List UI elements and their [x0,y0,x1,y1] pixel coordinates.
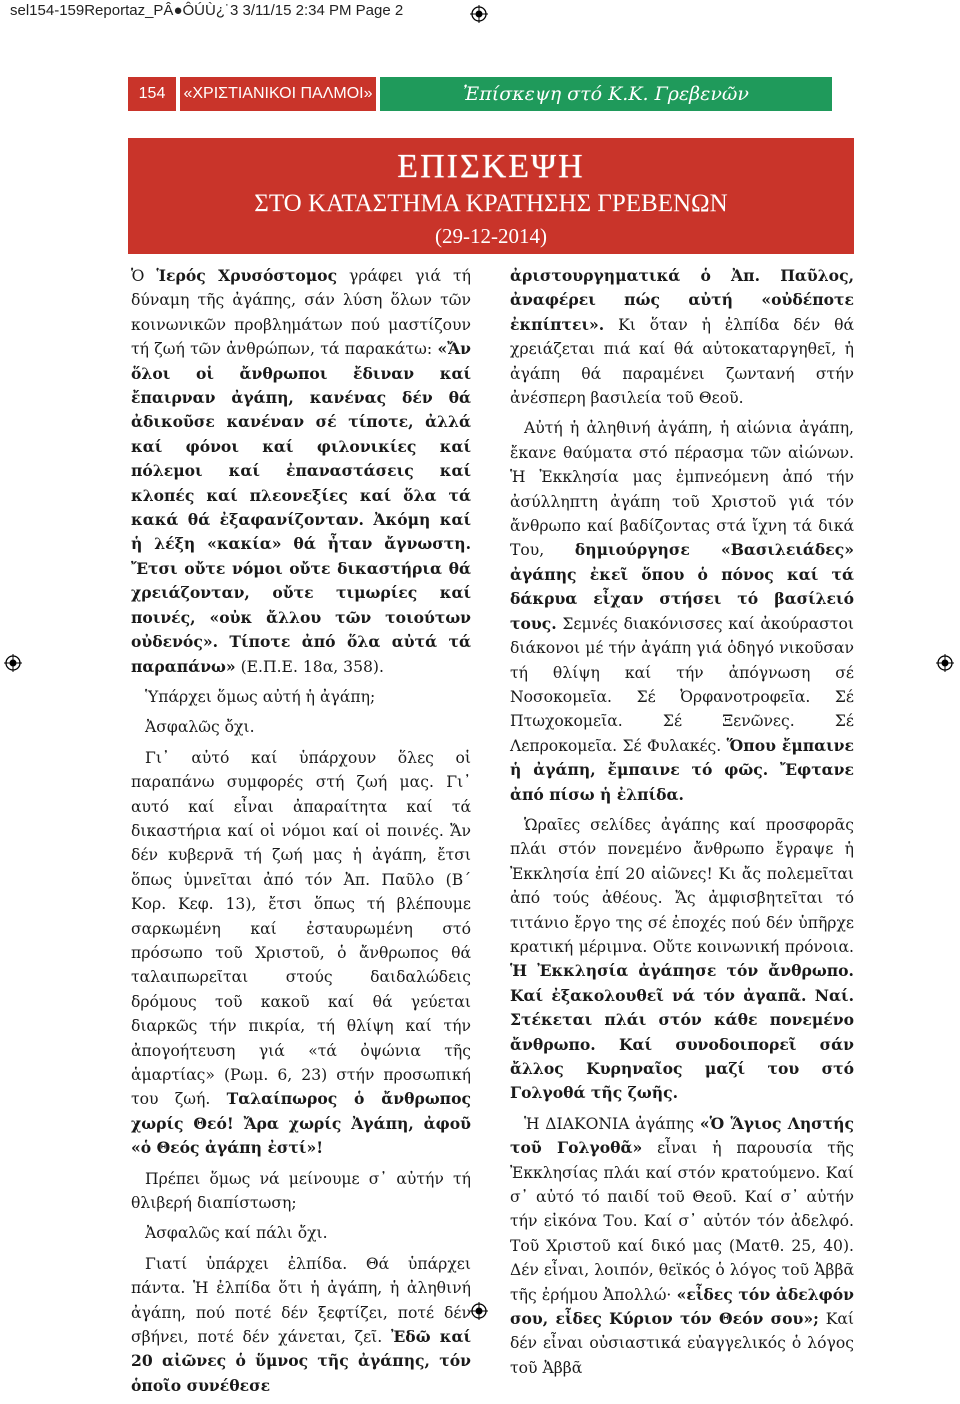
left-column [131,264,471,1404]
paragraph: ἀριστουργηματικά ὁ Ἀπ. Παῦλος, ἀναφέρει πώς αὐτή «οὐδέποτε ἐκπίπτει». Κι ὅταν ἡ ἐλπίδα δέν θά χρειάζεται πιά καί θά αὐτοκαταργηθεῖ, ἡ ἀγάπη θά παραμένει ζωντανή στήν ἀνέσπερη βασιλεία τοῦ Θεοῦ. [510,266,854,408]
print-slug: sel154-159Reportaz_PÂ●ÔÚÙ¿˙3 3/11/15 2:34 PM Page 2 [10,2,404,19]
article-date: (29-12-2014) [435,224,547,248]
paragraph: Ὡραῖες σελίδες ἀγάπης καί προσφορᾶς πλάι στόν πονεμένο ἄνθρωπο ἔγραψε ἡ Ἐκκλησία ἐπί 20 αἰῶνες! Κι ἄς πολεμεῖται ἀπό τούς ἀθέους. Ἄς ἀμφισβητεῖται τό τιτάνιο ἔργο της σέ ἐποχές πού δέν ὑπῆρχε κρατική μέριμνα. Οὔτε κοινωνική πρόνοια. Ἡ Ἐκκλησία ἀγάπησε τόν ἄνθρωπο. Καί ἐξακολουθεῖ νά τόν ἀγαπᾶ. Ναί. Στέκεται πλάι στόν κάθε πονεμένο ἄνθρωπο. Καί συνοδοιπορεῖ σάν ἄλλος Κυρηναῖος μαζί του στό Γολγοθά τῆς ζωῆς. [510,815,854,1103]
article-subtitle: ΣΤΟ ΚΑΤΑΣΤΗΜΑ ΚΡΑΤΗΣΗΣ ΓΡΕΒΕΝΩΝ [254,190,728,217]
topic-title: Ἐπίσκεψη στό Κ.Κ. Γρεβενῶν [380,77,832,111]
paragraph: Ἡ ΔΙΑΚΟΝΙΑ ἀγάπης «Ὁ Ἅγιος Ληστής τοῦ Γολγοθᾶ» εἶναι ἡ παρουσία τῆς Ἐκκλησίας πλάι καί στόν κρατούμενο. Καί σ᾽ αὐτό τό παιδί τοῦ Θεοῦ. Καί σ᾽ αὐτήν τήν εἰκόνα Του. Καί σ᾽ αὐτόν τόν ἀδελφό. Τοῦ Χριστοῦ καί δικό μας (Ματθ. 25, 40). Δέν εἶναι, λοιπόν, θεϊκός ὁ λόγος τοῦ Ἀββᾶ τῆς ἐρήμου Ἀπολλώ· «εἶδες τόν ἀδελφόν σου, εἶδες Κύριον τόν Θεόν σου»; Καί δέν εἶναι οὐσιαστικά εὐαγγελικός ὁ λόγος τοῦ Ἀββᾶ [510,1113,855,1377]
registration-mark-icon [470,5,488,23]
paragraph: Γιατί ὑπάρχει ἐλπίδα. Θά ὑπάρχει πάντα. Ἡ ἐλπίδα ὅτι ἡ ἀγάπη, ἡ ἀληθινή ἀγάπη, πού ποτέ δέν ξεφτίζει, ποτέ δέν σβήνει, ποτέ δέν χάνεται, ζεῖ. Ἐδῶ καί 20 αἰῶνες ὁ ὕμνος τῆς ἀγάπης, τόν ὁποῖο συνέθεσε [131,1254,472,1395]
section-name: «ΧΡΙΣΤΙΑΝΙΚΟΙ ΠΑΛΜΟΙ» [180,77,376,111]
paragraph: Ἀσφαλῶς ὄχι. [145,718,255,737]
right-column [510,264,854,1386]
page-header [128,77,832,111]
paragraph: Ἀσφαλῶς καί πάλι ὄχι. [145,1224,328,1243]
paragraph: Ὑπάρχει ὅμως αὐτή ἡ ἀγάπη; [145,687,376,706]
page-number: 154 [128,77,176,111]
paragraph: Γι᾽ αὐτό καί ὑπάρχουν ὅλες οἱ παραπάνω συμφορές στή ζωή μας. Γι᾽ αυτό καί εἶναι ἀπαραίτητα καί τά δικαστήρια καί οἱ νόμοι καί οἱ ποινές. Ἄν δέν κυβερνᾶ τή ζωή μας ἡ ἀγάπη, ἔτσι ὅπως ὑμνεῖται ἀπό τόν Ἀπ. Παῦλο (Β΄ Κορ. Κεφ. 13), ἔτσι ὅπως τή βλέπουμε σαρκωμένη καί ἐσταυρωμένη στό πρόσωπο τοῦ Χριστοῦ, ὁ ἄνθρωπος θά ταλαιπωρεῖται στούς δαιδαλώδεις δρόμους τοῦ κακοῦ καί θά γεύεται διαρκῶς τήν πικρία, τή θλίψη καί τήν ἀπογοήτευση γιά «τά ὀψώνια τῆς ἁμαρτίας» (Ρωμ. 6, 23) στήν προσωπική του ζωή. Ταλαίπωρος ὁ ἄνθρωπος χωρίς Θεό! Ἄρα χωρίς Ἀγάπη, ἀφοῦ «ὁ Θεός ἀγάπη ἐστί»! [131,748,471,1158]
paragraph: Πρέπει ὅμως νά μείνουμε σ᾽ αὐτήν τή θλιβερή διαπίστωση; [131,1169,471,1213]
article-title: ΕΠΙΣΚΕΨΗ [397,148,585,185]
article-title-box [128,138,854,254]
paragraph: Αὐτή ἡ ἀληθινή ἀγάπη, ἡ αἰώνια ἀγάπη, ἔκανε θαύματα στό πέρασμα τῶν αἰώνων. Ἡ Ἐκκλησία μας ἐμπνεόμενη ἀπό τήν ἀσύλληπτη ἀγάπη τοῦ Χριστοῦ γιά τόν ἄνθρωπο καί βαδίζοντας στά ἴχνη τά δικά Του, δημιούργησε «Βασιλειάδες» ἀγάπης ἐκεῖ ὅπου ὁ πόνος καί τά δάκρυα εἶχαν στήσει τό βασίλειό τους. Σεμνές διακόνισσες καί ἀκούραστοι διάκονοι μέ τήν ἀγάπη γιά ὁδηγό νικοῦσαν τή θλίψη καί τήν ἀπόγνωση σέ Νοσοκομεῖα. Σέ Ὀρφανοτροφεῖα. Σέ Πτωχοκομεῖα. Σέ Ξενῶνες. Σέ Λεπροκομεῖα. Σέ Φυλακές. Ὅπου ἔμπαινε ἡ ἀγάπη, ἔμπαινε τό φῶς. Ἔφτανε ἀπό πίσω ἡ ἐλπίδα. [510,419,854,804]
paragraph: Ὁ Ἱερός Χρυσόστομος γράφει γιά τή δύναμη τῆς ἀγάπης, σάν λύση ὅλων τῶν κοινωνικῶν προβλημάτων πού μαστίζουν τή ζωή τῶν ἀνθρώπων, τά παρακάτω: «Ἄν ὅλοι οἱ ἄνθρωποι ἔδιναν καί ἔπαιρναν ἀγάπη, κανένας δέν θά ἀδικοῦσε κανέναν σέ τίποτε, ἀλλά καί φόνοι καί φιλονικίες καί πόλεμοι καί ἐπαναστάσεις καί κλοπές καί πλεονεξίες καί ὅλα τά κακά θά ἐξαφανίζονταν. Ἀκόμη καί ἡ λέξη «κακία» θά ἦταν ἄγνωστη. Ἔτσι οὔτε νόμοι οὔτε δικαστήρια θά χρειάζονταν, οὔτε τιμωρίες καί ποινές, «οὐκ ἄλλου τῶν τοιούτων οὐδενός». Τίποτε ἀπό ὅλα αὐτά τά παραπάνω» (Ε.Π.Ε. 18α, 358). [131,266,472,676]
registration-mark-icon [936,654,954,672]
registration-mark-icon [4,654,22,672]
registration-mark-icon [470,1302,488,1320]
